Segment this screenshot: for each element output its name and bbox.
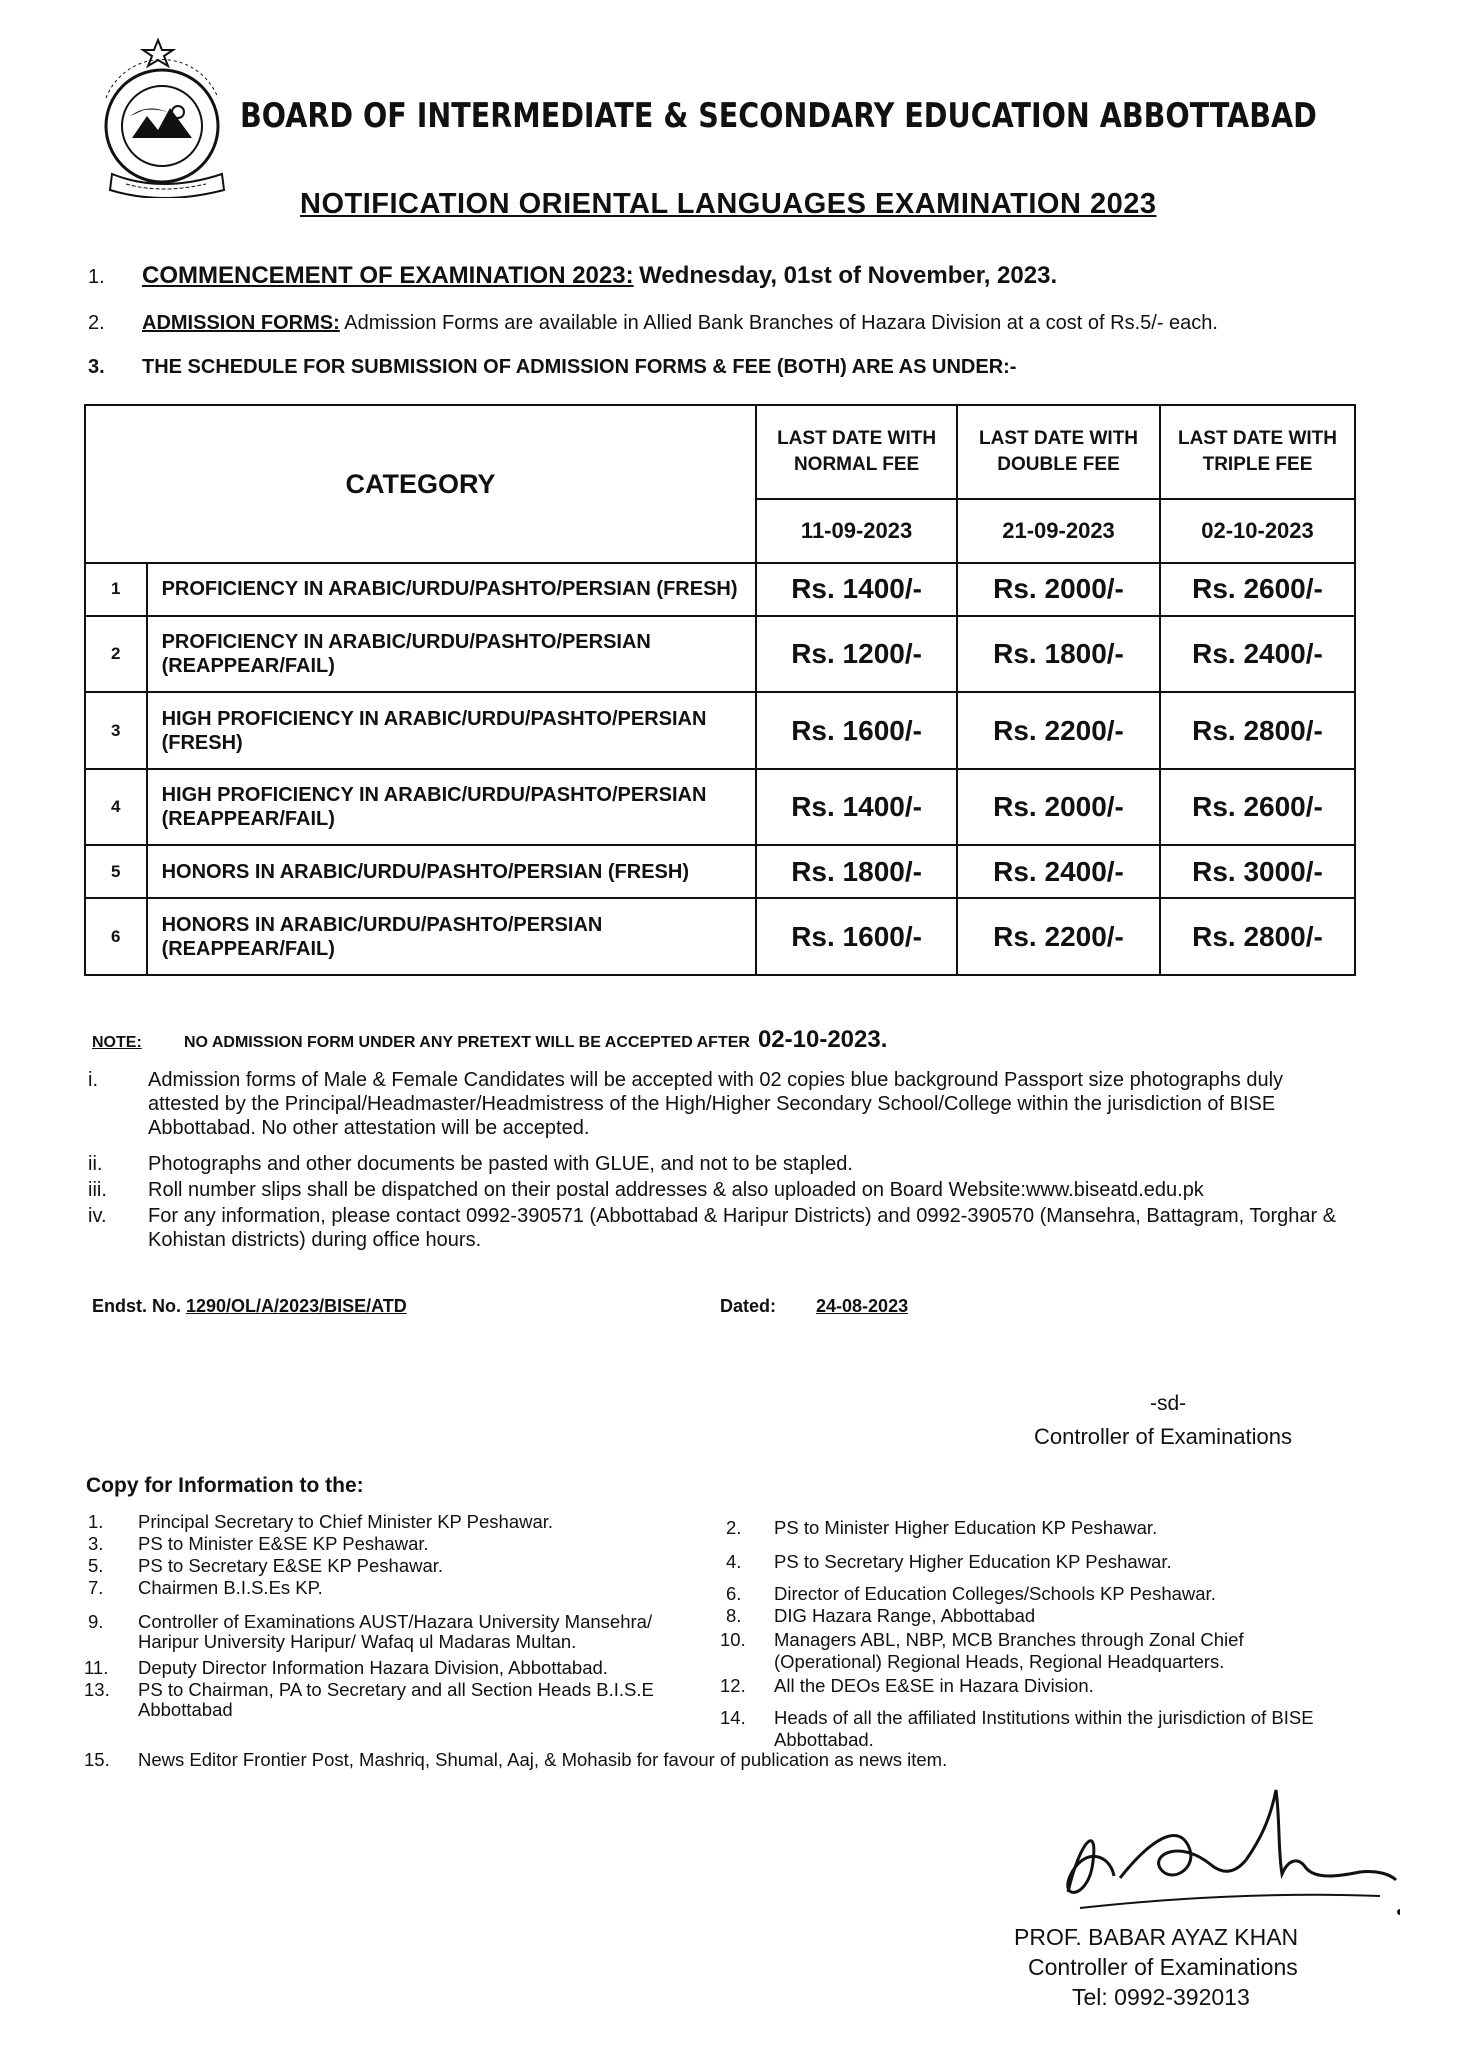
table-row [85,692,1355,769]
fee-triple: Rs. 2600/- [1160,563,1355,616]
note-text: NO ADMISSION FORM UNDER ANY PRETEXT WILL BE ACCEPTED AFTER [184,1034,750,1051]
list-item [720,1730,874,1749]
list-item [84,1700,233,1719]
signatory-name: PROF. BABAR AYAZ KHAN [1014,1924,1299,1950]
instruction-text: Roll number slips shall be dispatched on their postal addresses & also uploaded on Board Website:www.biseatd.edu.pk [148,1179,1204,1201]
list-item [720,1676,1094,1695]
row-number: 5 [85,845,147,898]
column-header-double: LAST DATE WITH DOUBLE FEE [957,405,1160,499]
copy-number: 2. [726,1517,742,1538]
date-double: 21-09-2023 [957,499,1160,563]
board-title: BOARD OF INTERMEDIATE & SECONDARY EDUCATION ABBOTTABAD [240,96,1317,136]
list-item [88,1612,652,1631]
copy-number: 12. [720,1675,746,1696]
table-row [85,898,1355,975]
instruction-item [88,1178,1338,1202]
list-item [84,1658,608,1677]
instruction-number: ii. [88,1153,103,1175]
fee-double: Rs. 2200/- [957,692,1160,769]
list-item [88,1556,443,1575]
list-item [88,1578,323,1597]
point-schedule [88,356,1016,379]
list-item [726,1584,1216,1603]
date-triple: 02-10-2023 [1160,499,1355,563]
instruction-text: Admission forms of Male & Female Candidates will be accepted with 02 copies blue background Passport size photographs duly attested by the Principal/Headmaster/Headmistress of the High/Higher Secondary School/College within the jurisdiction of BISE Abbottabad. No other attestation will be accepted. [148,1069,1284,1139]
copy-number: 10. [720,1629,746,1650]
copy-number: 11. [84,1657,109,1678]
note-label: NOTE: [92,1034,142,1051]
copy-heading: Copy for Information to the: [86,1474,364,1497]
copy-text: All the DEOs E&SE in Hazara Division. [774,1675,1094,1696]
copy-text: Principal Secretary to Chief Minister KP Peshawar. [138,1511,554,1532]
copy-text: Abbottabad. [774,1729,874,1750]
copy-text: (Operational) Regional Heads, Regional Headquarters. [774,1651,1225,1672]
dated-value: 24-08-2023 [816,1296,909,1316]
copy-text: PS to Chairman, PA to Secretary and all Section Heads B.I.S.E [138,1679,654,1700]
fee-normal: Rs. 1400/- [756,769,957,846]
fee-double: Rs. 2000/- [957,769,1160,846]
copy-text: PS to Minister Higher Education KP Peshawar. [774,1517,1158,1538]
fee-double: Rs. 1800/- [957,616,1160,693]
copy-number: 3. [88,1533,104,1554]
row-number: 6 [85,898,147,975]
instruction-number: iv. [88,1205,107,1227]
copy-text: Haripur University Haripur/ Wafaq ul Madaras Multan. [138,1631,577,1652]
copy-number: 8. [726,1605,742,1626]
row-category: PROFICIENCY IN ARABIC/URDU/PASHTO/PERSIAN (REAPPEAR/FAIL) [147,616,757,693]
board-logo-icon [92,38,240,198]
list-item [720,1630,1244,1649]
row-category: HONORS IN ARABIC/URDU/PASHTO/PERSIAN (REAPPEAR/FAIL) [147,898,757,975]
copy-number: 1. [88,1511,104,1532]
fee-double: Rs. 2400/- [957,845,1160,898]
copy-number: 15. [84,1749,110,1770]
table-row [85,563,1355,616]
copy-text: News Editor Frontier Post, Mashriq, Shumal, Aaj, & Mohasib for favour of publication as news item. [138,1749,948,1770]
fee-triple: Rs. 2600/- [1160,769,1355,846]
instruction-number: iii. [88,1179,107,1201]
category-header: CATEGORY [85,405,756,563]
note-line [92,1026,887,1054]
signatory-title: Controller of Examinations [1028,1954,1298,1980]
list-item [720,1708,1314,1727]
list-item [88,1534,429,1553]
copy-text: PS to Secretary Higher Education KP Peshawar. [774,1551,1172,1572]
copy-text: PS to Secretary E&SE KP Peshawar. [138,1555,444,1576]
copy-text: Heads of all the affiliated Institutions within the jurisdiction of BISE [774,1707,1314,1728]
list-item [726,1606,1035,1625]
list-item [84,1750,947,1769]
fee-normal: Rs. 1600/- [756,692,957,769]
admission-forms-heading: ADMISSION FORMS: [142,312,340,334]
column-header-triple: LAST DATE WITH TRIPLE FEE [1160,405,1355,499]
list-item [88,1632,576,1651]
sd-mark: -sd- [1150,1392,1187,1415]
endorsement-value: 1290/OL/A/2023/BISE/ATD [186,1296,407,1316]
copy-number: 14. [720,1707,746,1728]
copy-text: Abbottabad [138,1699,233,1720]
point-admission-forms [88,312,1218,335]
point-number: 3. [88,356,105,378]
commencement-heading: COMMENCEMENT OF EXAMINATION 2023: [142,262,634,289]
signature-icon [1040,1780,1400,1920]
signatory-tel: Tel: 0992-392013 [1072,1984,1250,2010]
row-category: HIGH PROFICIENCY IN ARABIC/URDU/PASHTO/PERSIAN (REAPPEAR/FAIL) [147,769,757,846]
copy-number: 6. [726,1583,742,1604]
fee-normal: Rs. 1200/- [756,616,957,693]
dated-line [720,1296,908,1317]
table-row [85,616,1355,693]
admission-forms-text: Admission Forms are available in Allied Bank Branches of Hazara Division at a cost of Rs.5/- each. [344,312,1218,334]
point-commencement [88,262,1057,290]
fee-normal: Rs. 1400/- [756,563,957,616]
row-category: HONORS IN ARABIC/URDU/PASHTO/PERSIAN (FRESH) [147,845,757,898]
controller-title: Controller of Examinations [1034,1424,1293,1449]
schedule-text: THE SCHEDULE FOR SUBMISSION OF ADMISSION FORMS & FEE (BOTH) ARE AS UNDER:- [142,356,1017,378]
copy-text: Controller of Examinations AUST/Hazara University Mansehra/ [138,1611,653,1632]
dated-label: Dated: [720,1296,777,1316]
row-category: HIGH PROFICIENCY IN ARABIC/URDU/PASHTO/PERSIAN (FRESH) [147,692,757,769]
instruction-item [88,1068,1338,1140]
fee-normal: Rs. 1600/- [756,898,957,975]
list-item [720,1652,1224,1671]
instruction-item [88,1204,1338,1252]
row-number: 2 [85,616,147,693]
endorsement-number [92,1296,407,1317]
point-number: 1. [88,266,105,288]
copy-text: DIG Hazara Range, Abbottabad [774,1605,1036,1626]
copy-text: PS to Minister E&SE KP Peshawar. [138,1533,429,1554]
copy-text: Managers ABL, NBP, MCB Branches through Zonal Chief [774,1629,1244,1650]
copy-number: 13. [84,1679,110,1700]
table-row [85,845,1355,898]
row-number: 4 [85,769,147,846]
row-number: 3 [85,692,147,769]
list-item [84,1680,654,1699]
fee-triple: Rs. 2800/- [1160,898,1355,975]
copy-text: Chairmen B.I.S.Es KP. [138,1577,323,1598]
note-date: 02-10-2023. [757,1026,888,1053]
table-row [85,769,1355,846]
instruction-text: Photographs and other documents be pasted with GLUE, and not to be stapled. [148,1153,853,1175]
copy-number: 7. [88,1577,104,1598]
date-normal: 11-09-2023 [756,499,957,563]
endorsement-label: Endst. No. [92,1296,181,1316]
instruction-number: i. [88,1069,98,1091]
copy-number: 9. [88,1611,104,1632]
instruction-text: For any information, please contact 0992-390571 (Abbottabad & Haripur Districts) and 0992-390570 (Mansehra, Battagram, Torghar & Kohistan districts) during office hours. [148,1205,1337,1251]
column-header-normal: LAST DATE WITH NORMAL FEE [756,405,957,499]
list-item [726,1552,1172,1571]
fee-triple: Rs. 3000/- [1160,845,1355,898]
commencement-date: Wednesday, 01st of November, 2023. [639,262,1058,289]
copy-text: Director of Education Colleges/Schools KP Peshawar. [774,1583,1216,1604]
list-item [88,1512,553,1531]
fee-double: Rs. 2000/- [957,563,1160,616]
fee-triple: Rs. 2400/- [1160,616,1355,693]
list-item [726,1518,1157,1537]
row-category: PROFICIENCY IN ARABIC/URDU/PASHTO/PERSIAN (FRESH) [147,563,757,616]
fee-normal: Rs. 1800/- [756,845,957,898]
fee-triple: Rs. 2800/- [1160,692,1355,769]
fee-double: Rs. 2200/- [957,898,1160,975]
instruction-item [88,1152,1338,1176]
point-number: 2. [88,312,105,334]
notification-title: NOTIFICATION ORIENTAL LANGUAGES EXAMINATION 2023 [300,188,1157,220]
fee-schedule-table [84,404,1356,976]
copy-number: 4. [726,1551,742,1572]
copy-number: 5. [88,1555,104,1576]
row-number: 1 [85,563,147,616]
copy-text: Deputy Director Information Hazara Division, Abbottabad. [138,1657,608,1678]
